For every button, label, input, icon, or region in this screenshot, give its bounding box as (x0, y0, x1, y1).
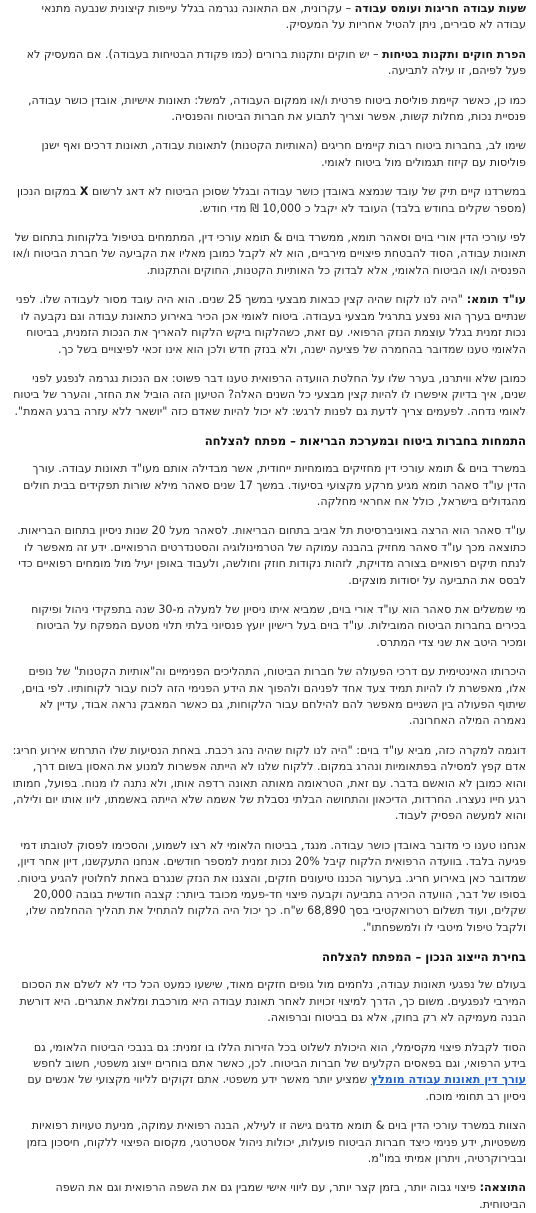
paragraph-case-outcome: אנחנו טענו כי מדובר באובדן כושר עבודה. מנגד, בביטוח הלאומי לא רצו לשמוע, והסכימו לפסוק לטובתו דמי פגיעה בלבד. בוועדה הרפואית הלקוח קיבל 20% נכות זמנית למספר חודשים. אנחנו התעקשנו, דיון אחר דיון, שמדובר כאן באירוע חריג. בערעור הכננו טיעונים חזקים, והצגנו את הנזק שנגרם באחת לחלוטין להגיע ביטוח. בסופו של דבר, הוועדה הכירה בתביעה וקבעה פיצוי חד-פעמי מכובד ביותר: קצבה חודשית בגובה 20,000 שקלים, ועוד תשלום רטרואקטיבי בסך 68,890 ש"ח. כך יכול היה הלקוח להתחיל את תהליך ההחלמה שלו, ולקבל טיפול מיטבי לו ולמשפחתו". (17, 838, 526, 934)
paragraph-text: במקום הנכון (מספר שקלים בחודש בלבד) העובד לא יקבל כ 10,000 ₪ מדי חודש. (17, 185, 526, 215)
paragraph-text: "היה לנו לקוח שהיה קצין כבאות מבצעי במשך 25 שנים. הוא היה עובד מסור לעבודה שלו. לפני שנתיים בערך הוא נפצע בתרגיל מבצעי בעבודה. ביטוח לאומי אכן הכיר באירוע כתאונת עבודה וגם נקבעה לו נכות זמנית בגלל עוצמת הנזק הרפואי. עם זאת, כשהלקוח ביקש הלקוח להאריך את הנכות הזמנית, בביטוח הלאומי טענו שמדובר בהחמרה של פציעה ישנה, ולא בנזק חדש ולכן הוא אינו זכאי לפיצויים בשל כך. (15, 293, 526, 356)
paragraph-text: במשרדנו קיים תיק של עובד שנמצא באובדן כושר עבודה ובגלל שסוכן הביטוח לא דאג לרשום (88, 185, 526, 199)
paragraph-private-policy: כמו כן, כאשר קיימת פוליסת ביטוח פרטית ו/או ממקום העבודה, למשל: תאונות אישיות, אובדן כושר עבודה, פנסיית נכות, מחלות קשות, אפשר וצריך לתבוע את חברות הביטוח והפנסיה. (28, 93, 526, 124)
paragraph-saher-background: עו"ד סאהר הוא הרצה באוניברסיטת תל אביב בתחום הבריאות. לסאהר מעל 20 שנות ניסיון בתחום הבריאות. כתוצאה מכך עו"ד סאהר מחזיק בהבנה עמוקה של הטרמינולוגיה והסטנדרטים הרפואיים. ידע זה מאפשר לו לנתח תיקים רפואיים בצורה מדויקת, לזהות נקודות חוזק וחולשה, ולעבוד באופן יעיל מול מומחים רפואיים כדי לבסס את התביעה על יסודות מוצקים. (17, 524, 526, 587)
paragraph-firm-expertise: במשרד בוים & תומא עורכי דין מחזיקים במומחיות ייחודית, אשר מבדילה אותם מעו"ד תאונות עבודה. עורך הדין עו"ד סאהר תומא מגיע מרקע מקצועי בסיעוד. במשך 17 שנים סאהר מילא שורות תפקידים בבית חולים מהגדולים בישראל, כולל אח אחראי מחלקה. (23, 462, 526, 508)
section-heading-representation: בחירת הייצוג הנכון – המפתח להצלחה (322, 950, 526, 965)
paragraph-exclusions: שימו לב, בחברות ביטוח רבות קיימים חריגים (האותיות הקטנות) לתאונות עבודה, תאונות דרכים ואף ישנן פוליסות עם קיזוז תגמולים מול ביטוח לאומי. (41, 139, 526, 169)
paragraph-safety-violations (12, 47, 526, 80)
paragraph-case-agent (12, 184, 526, 217)
paragraph-secret (12, 1040, 526, 1106)
paragraph-text: פיצוי גבוה יותר, בזמן קצר יותר, עם ליווי אישי שמבין גם את השפה הרפואית וגם את השפה הביטוחית. (55, 1181, 526, 1211)
paragraph-uri-background: מי שמשלים את סאהר הוא עו"ד אורי בוים, שמביא איתו ניסיון של למעלה מ-30 שנה בתפקידי ניהול ופיקוח בכירים בחברות הביטוח המובילות. עו"ד בוים בעל רישיון יועץ פנסיוני בלתי תלוי מטעם המפקח על הביטוח ומכיר היטב את שני צדי המתרס. (31, 602, 526, 649)
article-body (0, 1, 536, 1211)
bold-lead-safety: הפרת חוקים ותקנות בטיחות (382, 47, 526, 61)
paragraph-result (12, 1180, 526, 1213)
paragraph-insider-knowledge: היכרותו האינטימית עם דרכי הפעולה של חברות הביטוח, התהליכים הפנימיים וה"אותיות הקטנות" של נופים אלו, מאפשרת לו להיות תמיד צעד אחד לפניהם ולהפוך את הידע הפנימי הזה לכוח עבור לקוחותיו. לפי בוים, שיתוף הפעולה בין השניים מאפשר להם להילחם עבור הלקוחות, גם כאשר המאבק נראה אבוד, עדיין לא נאמרה המילה האחרונה. (21, 665, 526, 728)
paragraph-appeal: כמובן שלא וויתרנו, בערר שלו על החלטת הוועדה הרפואית טענו דבר פשוט: אם הנכות נגרמה לנפגע לפני שנים, איך בדיוק איפשרו לו להיות קצין מבצעי כל השנים האלה? הטיעון הזה הוביל את החזר, והערר של ביטוח לאומי נדחה. לפעמים צריך לדעת גם לפנות לרגש: לא יכול להיות שאדם כזה "יושאר ללא עזרה ברגע האמת". (13, 371, 526, 418)
paragraph-team: הצוות במשרד עורכי הדין בוים & תומא מדגים גישה זו לעילא, הבנה רפואית עמוקה, מניעת טעויות רפואיות משפטיות, ידע פנימי כיצד חברות הביטוח פועלות, יכולות ניהול אסטרטגי, מקסום הפיצוי ללקוח, חיסכון בזמן ובבירוקרטיה, ויתרון אמיתי במו"מ. (26, 1119, 526, 1165)
paragraph-lawyers-intro: לפי עורכי הדין אורי בוים וסאהר תומא, ממשרד בוים & תומא עורכי דין, המתמחים בטיפול בלקוחות בתחום של תאונות עבודה, הסוד להבטחת פיצויים מירביים, הוא לא לקבל כמובן מאליו את הקביעה של חברת הביטוח ו/או הפנסיה ו/או הביטוח הלאומי, אלא לבדוק כל האותיות הקטנות, החוקים והתקנות. (12, 231, 526, 277)
section-heading-expertise: התמחות בחברות ביטוח ובמערכת הבריאות – מפתח להצלחה (204, 434, 526, 449)
recommended-lawyer-link[interactable]: עורך דין תאונות עבודה מומלץ (370, 1073, 526, 1087)
paragraph-text: שמציע יותר מאשר ידע משפטי. אתם זקוקים לליווי מקצועי של אנשים עם ניסיון רב תחומי מוכח. (27, 1073, 526, 1103)
paragraph-text: הסוד לקבלת פיצוי מקסימלי, הוא היכולת לשלוט בכל הזירות הללו בו זמנית: גם בנבכי הביטוח הלאומי, גם בידע הרפואי, וגם בפאסים הקלעים של חברות הביטוח. לכן, כאשר אתם בוחרים ייצוג משפטי, חשוב לחפש (33, 1040, 526, 1070)
paragraph-quote-toma (12, 292, 526, 358)
bold-lead-result: התוצאה: (479, 1181, 526, 1195)
paragraph-text: – עקרונית, אם התאונה נגרמה בגלל עייפות קיצונית שנבעה מתנאי עבודה לא סבירים, ניתן להטיל אחריות על המעסיק. (41, 2, 526, 32)
bold-x-mark: X (79, 185, 89, 199)
paragraph-strong-bodies: בעולם של נפגעי תאונות עבודה, נלחמים מול גופים חזקים מאוד, שישעו כמעט הכל כדי לא לשלם את הסכום המירבי לנפגעים. משום כך, הדרך למיצוי זכויות לאחר תאונת עבודה היא מורכבת ומלאת אתגרים. היא דורשת הבנה מעמיקה לא רק בחוק, אלא גם בביטוח וברפואה. (19, 978, 526, 1025)
bold-lead-toma: עו"ד תומא: (462, 293, 526, 307)
bold-lead-work-hours: שעות עבודה חריגות ועומס עבודה (354, 2, 526, 15)
paragraph-train-driver-case: דוגמה למקרה כזה, מביא עו"ד בוים: "היה לנו לקוח שהיה נהג רכבת. באחת הנסיעות שלו התרחש אירוע חריג: אדם קפץ למסילה בפתאומיות ונהרג במקום. ללקוח שלנו לא הייתה אפשרות למנוע את האסון בשום דרך, והוא כמובן לא הואשם בדבר. עם זאת, הטראומה מאותה תאונה רדפה אותו, ולא נתנה לו מנוח. בפועל, חמותו רגע חייו נעצרו. החרדות, הדיכאון והתחושה הבלתי נסבלת של אשמה שלא הייתה באשמתו, ליוו אותו יום ולילה, והוא למעשה הפסיק לעבוד. (12, 743, 526, 823)
paragraph-work-hours (12, 1, 526, 34)
paragraph-text: – יש חוקים ותקנות ברורים (כמו פקודת הבטיחות בעבודה). אם המעסיק לא פעל לפיהם, זו עילה לתביעה. (26, 47, 526, 78)
